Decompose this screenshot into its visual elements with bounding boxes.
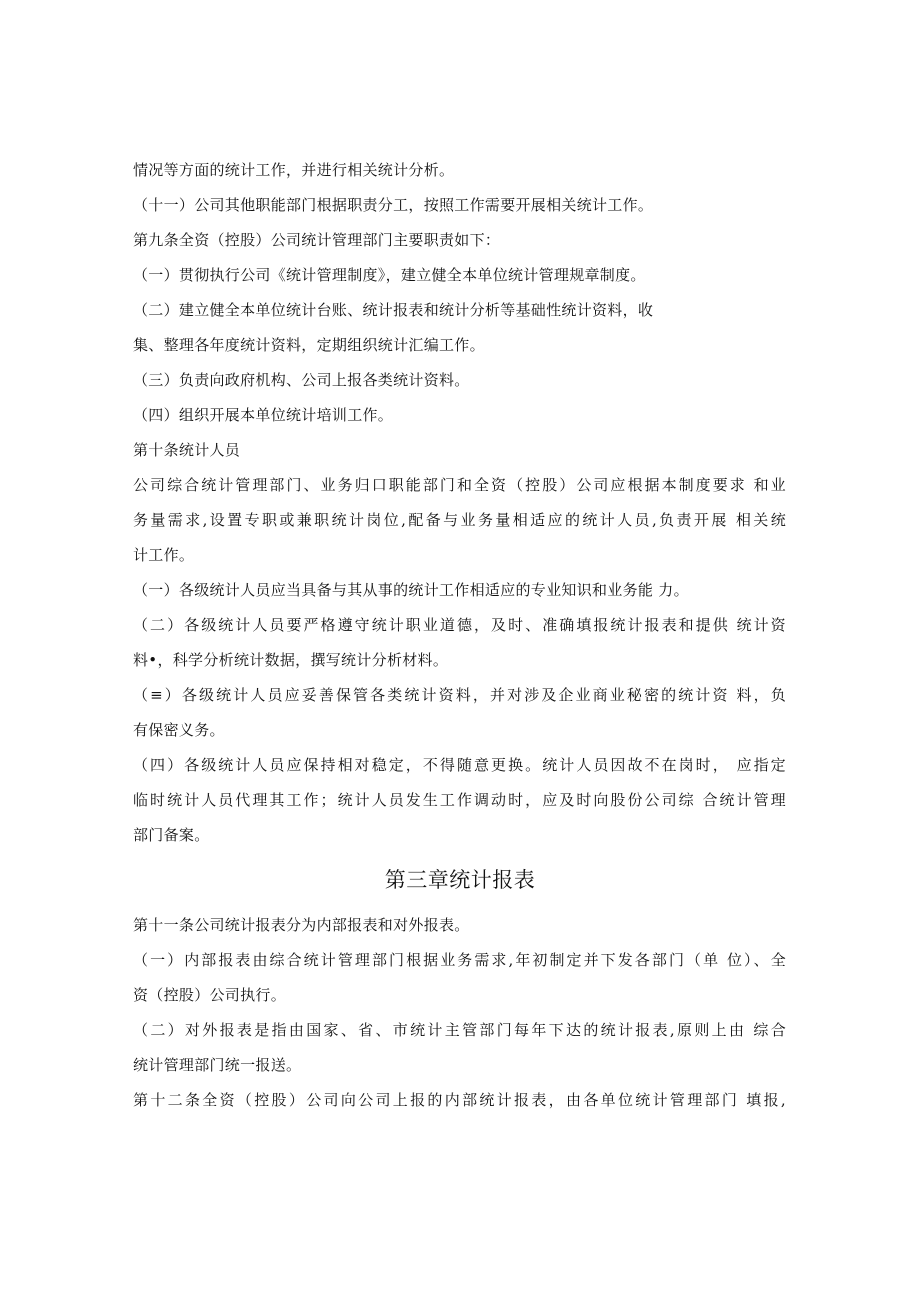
paragraph-line: （二）对外报表是指由国家、省、市统计主管部门每年下达的统计报表,原则上由 综合 [133,1021,786,1039]
paragraph-line: （二）各级统计人员要严格遵守统计职业道德，及时、准确填报统计报表和提供 统计资 [133,616,786,634]
paragraph-line: （一）贯彻执行公司《统计管理制度》，建立健全本单位统计管理规章制度。 [133,266,646,284]
paragraph-line: 部门备案。 [133,826,210,844]
paragraph-line: 务量需求,设置专职或兼职统计岗位,配备与业务量相适应的统计人员,负责开展 相关统 [133,511,786,529]
paragraph-line: （四）组织开展本单位统计培训工作。 [133,406,394,424]
paragraph-line: 有保密义务。 [133,721,225,739]
paragraph-line: 资（控股）公司执行。 [133,986,287,1004]
chapter-title: 第三章统计报表 [384,868,536,892]
paragraph-line: （二）建立健全本单位统计台账、统计报表和统计分析等基础性统计资料，收 [133,301,654,319]
paragraph-line: （三）负责向政府机构、公司上报各类统计资料。 [133,371,470,389]
paragraph-line: 公司综合统计管理部门、业务归口职能部门和全资（控股）公司应根据本制度要求 和业 [133,476,786,494]
paragraph-line: （四）各级统计人员应保持相对稳定，不得随意更换。统计人员因故不在岗时， 应指定 [133,756,786,774]
article-9-heading: 第九条全资（控股）公司统计管理部门主要职责如下： [133,231,501,249]
paragraph-line: （≡）各级统计人员应妥善保管各类统计资料，并对涉及企业商业秘密的统计资 料，负 [133,686,786,704]
paragraph-line: （十一）公司其他职能部门根据职责分工，按照工作需要开展相关统计工作。 [133,196,654,214]
paragraph-line: 集、整理各年度统计资料，定期组织统计汇编工作。 [133,336,485,354]
paragraph-line: （一）各级统计人员应当具备与其从事的统计工作相适应的专业知识和业务能 力。 [133,581,689,599]
paragraph-line: 临时统计人员代理其工作；统计人员发生工作调动时，应及时向股份公司综 合统计管理 [133,791,786,809]
article-12-heading: 第十二条全资（控股）公司向公司上报的内部统计报表，由各单位统计管理部门 填报, [133,1091,786,1109]
article-11-heading: 第十一条公司统计报表分为内部报表和对外报表。 [133,916,470,934]
paragraph-line: （一）内部报表由综合统计管理部门根据业务需求,年初制定并下发各部门（单 位）、全 [133,951,786,969]
paragraph-line: 料•，科学分析统计数据，撰写统计分析材料。 [133,651,449,669]
paragraph-line: 计工作。 [133,546,195,564]
paragraph-line: 统计管理部门统一报送。 [133,1056,302,1074]
article-10-heading: 第十条统计人员 [133,441,241,459]
paragraph-line: 情况等方面的统计工作，并进行相关统计分析。 [133,161,455,179]
